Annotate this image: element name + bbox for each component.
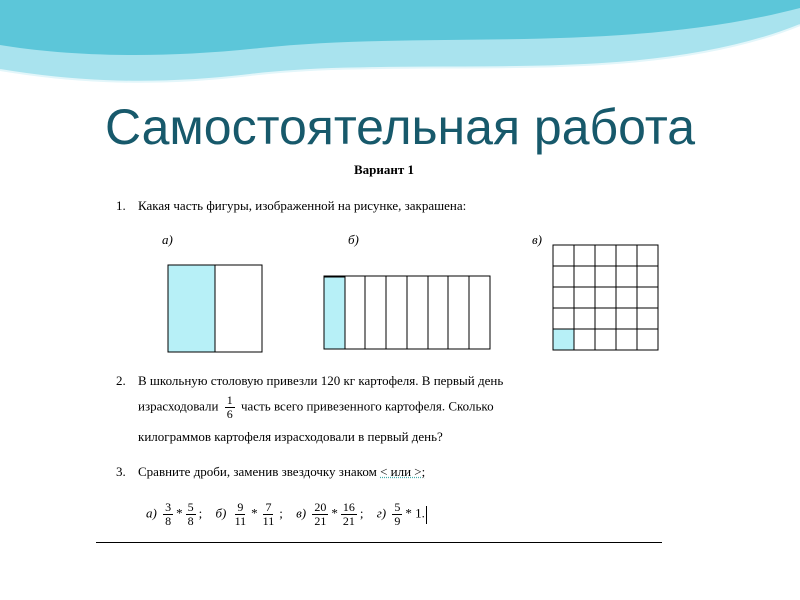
q1-number: 1. bbox=[116, 198, 126, 213]
denominator: 8 bbox=[165, 514, 172, 528]
fraction bbox=[341, 501, 357, 528]
star-operator: * bbox=[176, 505, 183, 521]
numerator: 5 bbox=[187, 500, 194, 514]
item-end: 1. bbox=[415, 505, 425, 521]
numerator: 5 bbox=[394, 500, 401, 514]
q3-item-d bbox=[377, 501, 427, 528]
numerator: 7 bbox=[265, 500, 272, 514]
q2-line2 bbox=[138, 394, 494, 421]
item-label: а) bbox=[146, 505, 157, 521]
denominator: 21 bbox=[342, 514, 355, 528]
star-operator: * bbox=[251, 505, 258, 521]
fig-c-label: в) bbox=[532, 232, 542, 247]
header-wave-decoration bbox=[0, 0, 800, 95]
fraction bbox=[392, 501, 402, 528]
item-label: в) bbox=[296, 505, 307, 521]
denominator: 11 bbox=[234, 514, 247, 528]
fraction-one-sixth bbox=[225, 394, 235, 421]
item-end: ; bbox=[279, 505, 283, 521]
q2-line2-after: часть всего привезенного картофеля. Сколько bbox=[241, 398, 494, 414]
q3-item-b bbox=[215, 501, 282, 528]
fig-a-label: а) bbox=[162, 232, 173, 247]
q2-line2-before: израсходовали bbox=[138, 398, 219, 414]
fraction-numerator: 1 bbox=[226, 393, 233, 407]
q2-line3: килограммов картофеля израсходовали в первый день? bbox=[138, 429, 443, 444]
item-end: ; bbox=[359, 505, 364, 521]
q3-instruction: Сравните дроби, заменив звездочку знаком bbox=[138, 464, 377, 479]
q3-signs: < или >; bbox=[380, 464, 426, 479]
fraction bbox=[163, 501, 173, 528]
figure-c-grid bbox=[552, 244, 659, 351]
q3-item-a bbox=[146, 501, 202, 528]
denominator: 11 bbox=[262, 514, 275, 528]
q2-number: 2. bbox=[116, 373, 126, 388]
fraction-denominator: 6 bbox=[226, 407, 233, 421]
denominator: 8 bbox=[187, 514, 194, 528]
figure-b-strips bbox=[323, 275, 491, 350]
sheet-bottom-rule bbox=[96, 542, 662, 543]
q3-text bbox=[138, 464, 425, 480]
fraction bbox=[312, 501, 328, 528]
figure-a-halves bbox=[167, 264, 264, 353]
item-label: б) bbox=[215, 505, 227, 521]
star-operator: * bbox=[405, 505, 412, 521]
denominator: 9 bbox=[394, 514, 401, 528]
item-label: г) bbox=[376, 505, 387, 521]
numerator: 3 bbox=[165, 500, 172, 514]
q1-text: Какая часть фигуры, изображенной на рисунке, закрашена: bbox=[138, 198, 467, 213]
fraction bbox=[186, 501, 196, 528]
q3-number: 3. bbox=[116, 464, 126, 479]
worksheet bbox=[80, 158, 688, 546]
numerator: 20 bbox=[314, 500, 327, 514]
text-cursor bbox=[426, 506, 427, 524]
numerator: 16 bbox=[342, 500, 355, 514]
q3-item-c bbox=[296, 501, 363, 528]
numerator: 9 bbox=[237, 500, 244, 514]
item-end: ; bbox=[198, 505, 203, 521]
fig-b-label: б) bbox=[348, 232, 359, 247]
variant-heading: Вариант 1 bbox=[353, 162, 415, 177]
q2-line1: В школьную столовую привезли 120 кг картофеля. В первый день bbox=[138, 373, 504, 388]
star-operator: * bbox=[331, 505, 338, 521]
slide-title: Самостоятельная работа bbox=[104, 99, 696, 155]
fraction bbox=[233, 501, 249, 528]
q3-items bbox=[146, 501, 437, 528]
denominator: 21 bbox=[314, 514, 327, 528]
fraction bbox=[261, 501, 277, 528]
